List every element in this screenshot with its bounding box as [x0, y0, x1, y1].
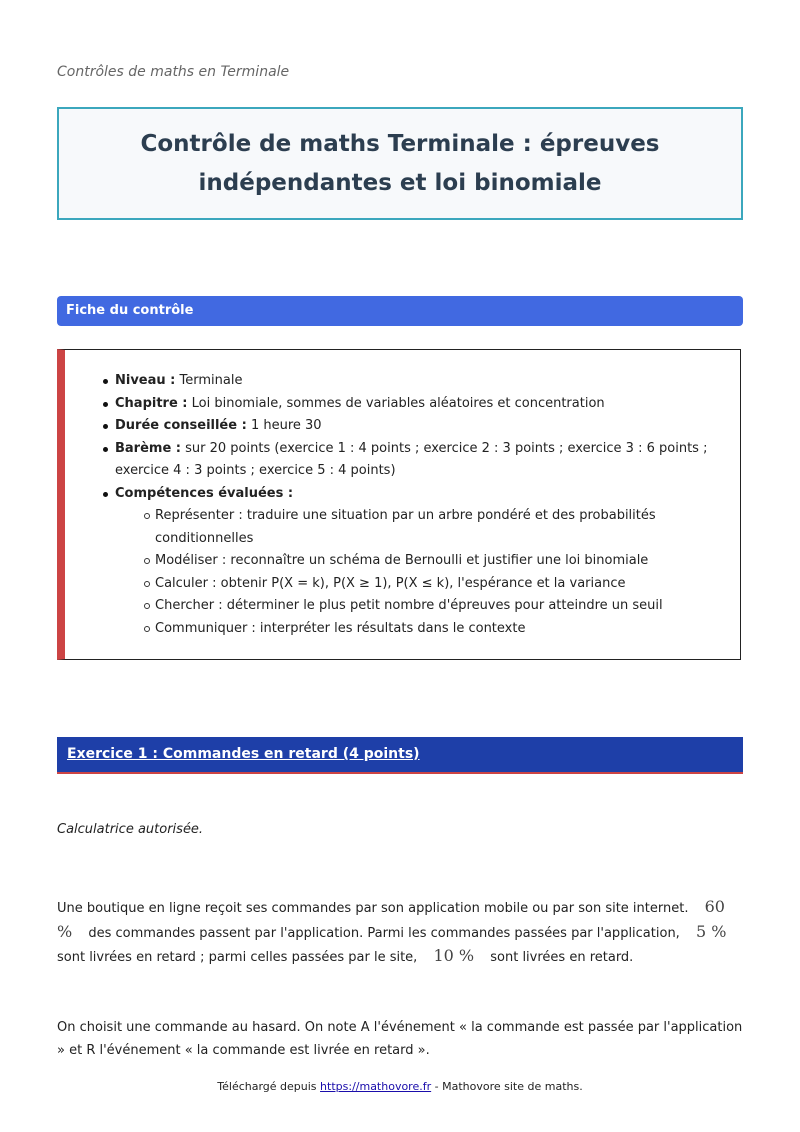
- math-percent: 5 %: [695, 921, 727, 941]
- item-label: Niveau :: [115, 373, 176, 388]
- list-item-niveau: [115, 370, 735, 393]
- fiche-info-box: [57, 349, 741, 660]
- item-value: sur 20 points (exercice 1 : 4 points ; exercice 2 : 3 points ; exercice 3 : 6 points ; exercice 4 : 3 points ; exercice 5 : 4 points): [115, 440, 708, 478]
- footer-link[interactable]: https://mathovore.fr: [320, 1080, 432, 1093]
- item-value: Terminale: [179, 373, 243, 388]
- item-value: 1 heure 30: [250, 418, 322, 433]
- exercise-1-heading: [57, 737, 743, 774]
- item-label: Compétences évaluées :: [115, 485, 294, 501]
- item-label: Barème :: [115, 440, 181, 456]
- competence-item: Calculer : obtenir P(X = k), P(X ≥ 1), P(X ≤ k), l'espérance et la variance: [155, 573, 735, 596]
- competence-item: Modéliser : reconnaître un schéma de Bernoulli et justifier une loi binomiale: [155, 550, 735, 573]
- text-run: Une boutique en ligne reçoit ses commandes par son application mobile ou par son site internet.: [57, 901, 689, 916]
- list-item-chapitre: [115, 393, 735, 416]
- competence-item: Communiquer : interpréter les résultats dans le contexte: [155, 618, 735, 641]
- footer-suffix: - Mathovore site de maths.: [434, 1080, 583, 1093]
- running-header: Contrôles de maths en Terminale: [57, 64, 290, 80]
- competences-list: [115, 505, 735, 640]
- calculator-note: Calculatrice autorisée.: [57, 822, 204, 837]
- exercise-paragraph-1: [57, 896, 743, 970]
- title-box: [57, 107, 743, 220]
- math-percent: 60 %: [57, 897, 725, 941]
- fiche-list: [115, 370, 735, 640]
- item-label: Durée conseillée :: [115, 418, 247, 433]
- text-run: sont livrées en retard.: [490, 950, 634, 965]
- footer-prefix: Téléchargé depuis: [217, 1080, 317, 1093]
- competence-item: Chercher : déterminer le plus petit nombre d'épreuves pour atteindre un seuil: [155, 595, 735, 618]
- fiche-heading: Fiche du contrôle: [57, 296, 743, 326]
- text-run: des commandes passent par l'application. Parmi les commandes passées par l'application,: [88, 925, 680, 941]
- item-label: Chapitre :: [115, 395, 188, 411]
- list-item-bareme: [115, 438, 735, 483]
- math-percent: 10 %: [433, 946, 475, 965]
- document-title: Contrôle de maths Terminale : épreuves indépendantes et loi binomiale: [140, 130, 660, 196]
- text-run: sont livrées en retard ; parmi celles passées par le site,: [57, 950, 418, 965]
- item-value: Loi binomiale, sommes de variables aléatoires et concentration: [191, 395, 605, 411]
- exercise-paragraph-2: On choisit une commande au hasard. On note A l'événement « la commande est passée par l'application » et R l'événement « la commande est livrée en retard ».: [57, 1020, 743, 1058]
- page-footer: [0, 1080, 800, 1093]
- competence-item: Représenter : traduire une situation par un arbre pondéré et des probabilités conditionnelles: [155, 505, 735, 550]
- exercise-1-link[interactable]: Exercice 1 : Commandes en retard (4 points): [67, 746, 420, 762]
- list-item-competences: [115, 483, 735, 641]
- list-item-duree: [115, 415, 735, 438]
